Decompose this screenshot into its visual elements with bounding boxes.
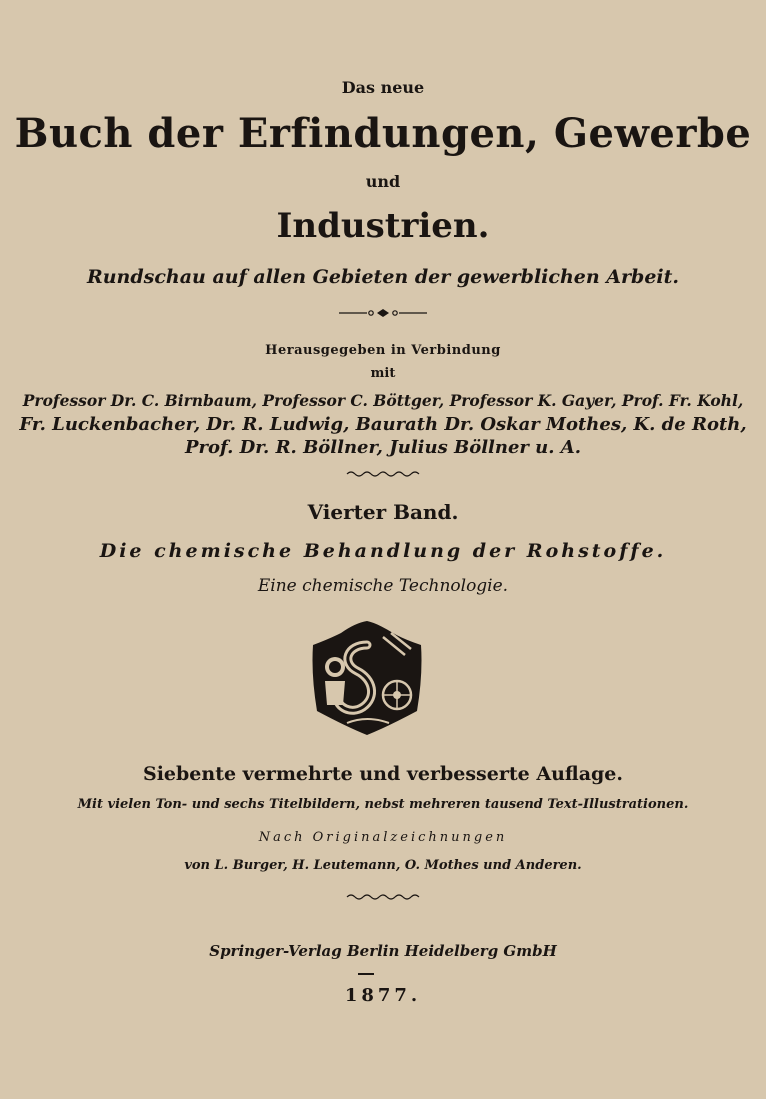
divider-rule xyxy=(358,973,374,975)
edition-label: Siebente vermehrte und verbesserte Auflage. xyxy=(142,763,623,785)
volume-subtitle: Eine chemische Technologie. xyxy=(257,576,509,596)
artists-line: von L. Burger, H. Leutemann, O. Mothes und Anderen. xyxy=(184,858,582,873)
ornament-divider-icon xyxy=(0,305,766,321)
wavy-divider-icon xyxy=(0,466,766,482)
volume-title: Die chemische Behandlung der Rohstoffe. xyxy=(99,540,667,562)
publisher-name: Springer-Verlag Berlin Heidelberg GmbH xyxy=(209,942,557,960)
editors-with: mit xyxy=(370,366,396,381)
subtitle: Rundschau auf allen Gebieten der gewerblichen Arbeit. xyxy=(86,266,680,288)
publication-year: 1877. xyxy=(344,985,422,1006)
wavy-divider-icon xyxy=(0,889,766,905)
editors-line-2: Fr. Luckenbacher, Dr. R. Ludwig, Baurath Dr. Oskar Mothes, K. de Roth, xyxy=(19,414,747,435)
title-prefix: Das neue xyxy=(341,78,425,97)
volume-number: Vierter Band. xyxy=(307,500,459,524)
editors-intro: Herausgegeben in Verbindung xyxy=(265,343,501,358)
illustrations-note: Mit vielen Ton- und sechs Titelbildern, nebst mehreren tausend Text-Illustrationen. xyxy=(77,797,689,812)
main-title-line-1: Buch der Erfindungen, Gewerbe xyxy=(14,110,752,157)
editors-line-1: Professor Dr. C. Birnbaum, Professor C. Böttger, Professor K. Gayer, Prof. Fr. Kohl, xyxy=(22,391,744,410)
springer-emblem-icon xyxy=(307,615,427,737)
title-conjunction: und xyxy=(365,172,401,191)
editors-line-3: Prof. Dr. R. Böllner, Julius Böllner u. A. xyxy=(184,437,582,458)
drawings-note: Nach Originalzeichnungen xyxy=(258,830,508,845)
main-title-line-2: Industrien. xyxy=(276,206,490,246)
